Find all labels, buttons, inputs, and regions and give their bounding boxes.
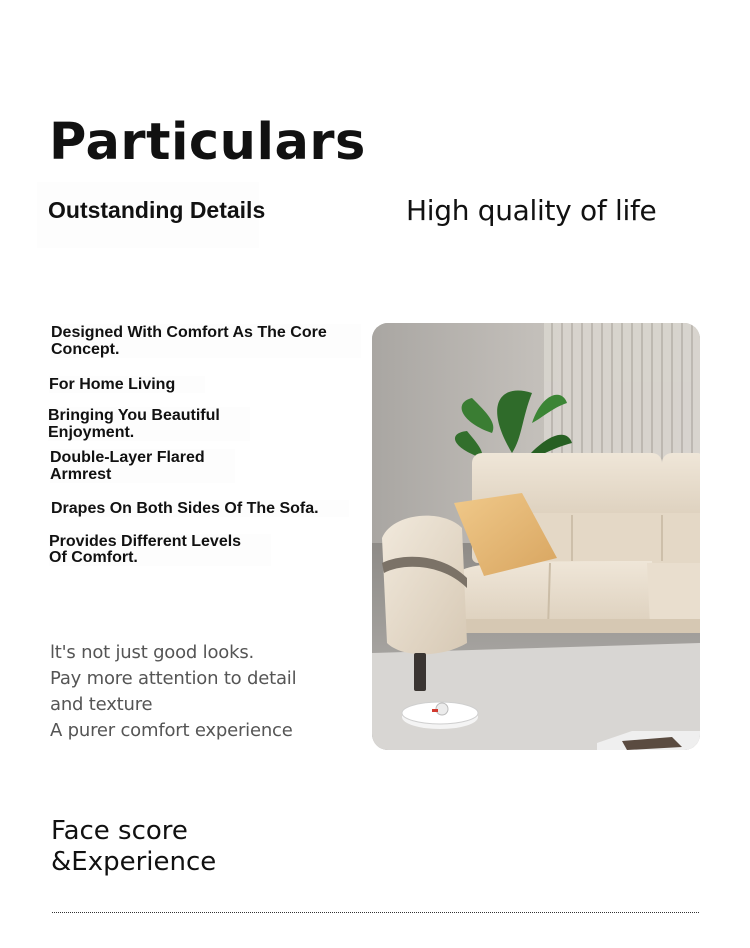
sofa-product-photo: [372, 323, 700, 750]
sofa-illustration: [372, 323, 700, 750]
page-title: Particulars: [49, 113, 366, 172]
face-score-heading-line1: Face score: [51, 816, 188, 846]
feature-item-drapes: Drapes On Both Sides Of The Sofa.: [51, 500, 349, 517]
dotted-divider: [52, 912, 699, 913]
description-line: lt's not just good looks.: [50, 642, 255, 663]
feature-item-home-living: For Home Living: [49, 376, 205, 393]
description-block: [50, 640, 296, 744]
tagline: High quality of life: [406, 194, 657, 227]
feature-item-flared-armrest: Double-Layer Flared Armrest: [50, 449, 235, 483]
slatted-screen: [544, 323, 700, 473]
feature-item-comfort-levels: Provides Different Levels Of Comfort.: [49, 534, 271, 566]
description-line: and texture: [50, 694, 153, 715]
face-score-heading-line2: &Experience: [51, 847, 217, 877]
face-score-heading: [51, 816, 216, 878]
description-line: Pay more attention to detail: [50, 668, 297, 689]
section-subtitle: Outstanding Details: [48, 197, 266, 223]
feature-item-beautiful-enjoyment: Bringing You Beautiful Enjoyment.: [48, 407, 250, 441]
feature-item-comfort-concept: Designed With Comfort As The Core Concept.: [51, 324, 361, 358]
description-line: A purer comfort experience: [50, 720, 293, 741]
